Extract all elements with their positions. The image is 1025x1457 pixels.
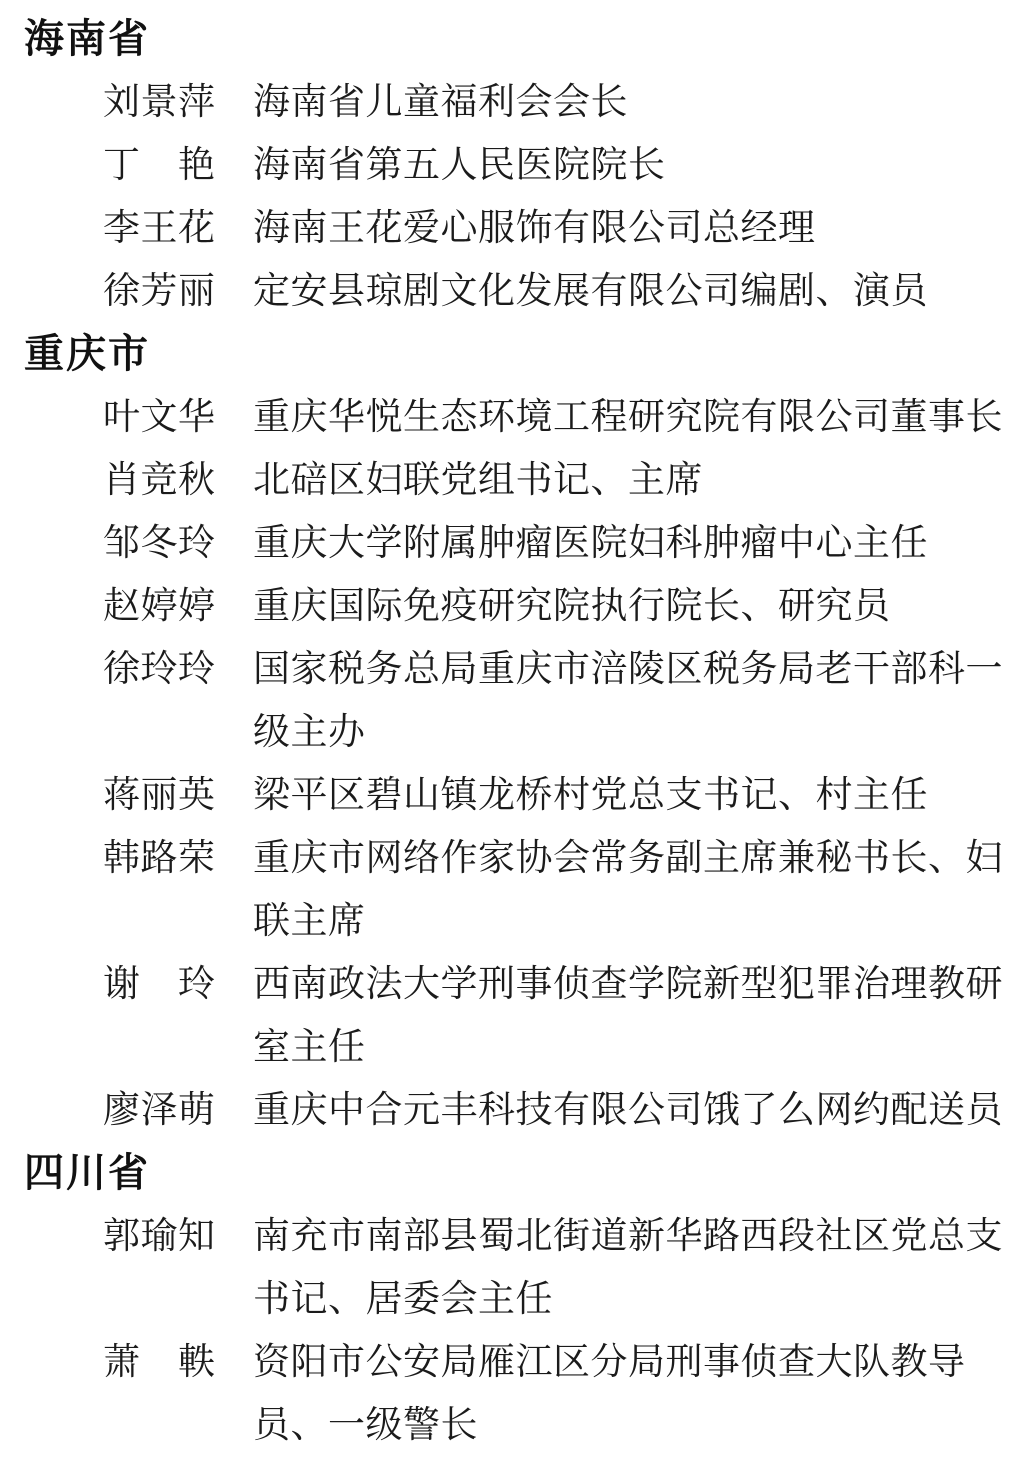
entry-name: 郭瑜知 <box>103 1216 215 1257</box>
entry-row <box>0 575 1025 638</box>
entry-name: 叶文华 <box>103 397 215 438</box>
entry-row <box>0 71 1025 134</box>
entry-title: 定安县琼剧文化发展有限公司编剧、演员 <box>253 271 928 312</box>
entry-title: 资阳市公安局雁江区分局刑事侦查大队教导员、一级警长 <box>253 1342 966 1446</box>
entry-row <box>0 512 1025 575</box>
entry-name: 廖泽萌 <box>103 1090 215 1131</box>
entry-title: 重庆中合元丰科技有限公司饿了么网约配送员 <box>253 1090 1003 1131</box>
entry-title: 海南省儿童福利会会长 <box>253 82 628 123</box>
province-section <box>0 323 1025 1142</box>
entry-name: 谢玲 <box>103 964 215 1005</box>
entry-name: 韩路荣 <box>103 838 215 879</box>
entry-row <box>0 134 1025 197</box>
entry-title: 南充市南部县蜀北街道新华路西段社区党总支书记、居委会主任 <box>253 1216 1003 1320</box>
province-header: 重庆市 <box>24 332 150 376</box>
sections-container <box>0 8 1025 1457</box>
entry-row <box>0 953 1025 1079</box>
entry-name: 邹冬玲 <box>103 523 215 564</box>
province-header: 四川省 <box>24 1151 150 1195</box>
province-section <box>0 1142 1025 1457</box>
entry-title: 西南政法大学刑事侦查学院新型犯罪治理教研室主任 <box>253 964 1003 1068</box>
entry-row <box>0 1205 1025 1331</box>
entry-title: 重庆华悦生态环境工程研究院有限公司董事长 <box>253 397 1003 438</box>
entry-row <box>0 764 1025 827</box>
entry-row <box>0 386 1025 449</box>
entry-title: 海南省第五人民医院院长 <box>253 145 666 186</box>
entry-name: 丁艳 <box>103 145 215 186</box>
entry-title: 梁平区碧山镇龙桥村党总支书记、村主任 <box>253 775 928 816</box>
entry-name: 萧軼 <box>103 1342 215 1383</box>
entry-title: 国家税务总局重庆市涪陵区税务局老干部科一级主办 <box>253 649 1003 753</box>
entry-title: 重庆市网络作家协会常务副主席兼秘书长、妇联主席 <box>253 838 1003 942</box>
entry-row <box>0 197 1025 260</box>
entry-row <box>0 449 1025 512</box>
entry-row <box>0 260 1025 323</box>
province-section <box>0 8 1025 323</box>
entry-title: 北碚区妇联党组书记、主席 <box>253 460 703 501</box>
entry-name: 肖竞秋 <box>103 460 215 501</box>
entry-name: 赵婷婷 <box>103 586 215 627</box>
entry-row <box>0 638 1025 764</box>
entry-name: 蒋丽英 <box>103 775 215 816</box>
entry-row <box>0 827 1025 953</box>
entry-name: 李王花 <box>103 208 215 249</box>
entry-name: 刘景萍 <box>103 82 215 123</box>
entry-name: 徐玲玲 <box>103 649 215 690</box>
entry-title: 海南王花爱心服饰有限公司总经理 <box>253 208 816 249</box>
entry-row <box>0 1331 1025 1457</box>
entry-name: 徐芳丽 <box>103 271 215 312</box>
entry-row <box>0 1079 1025 1142</box>
entry-title: 重庆国际免疫研究院执行院长、研究员 <box>253 586 891 627</box>
province-header: 海南省 <box>24 17 150 61</box>
entry-title: 重庆大学附属肿瘤医院妇科肿瘤中心主任 <box>253 523 928 564</box>
